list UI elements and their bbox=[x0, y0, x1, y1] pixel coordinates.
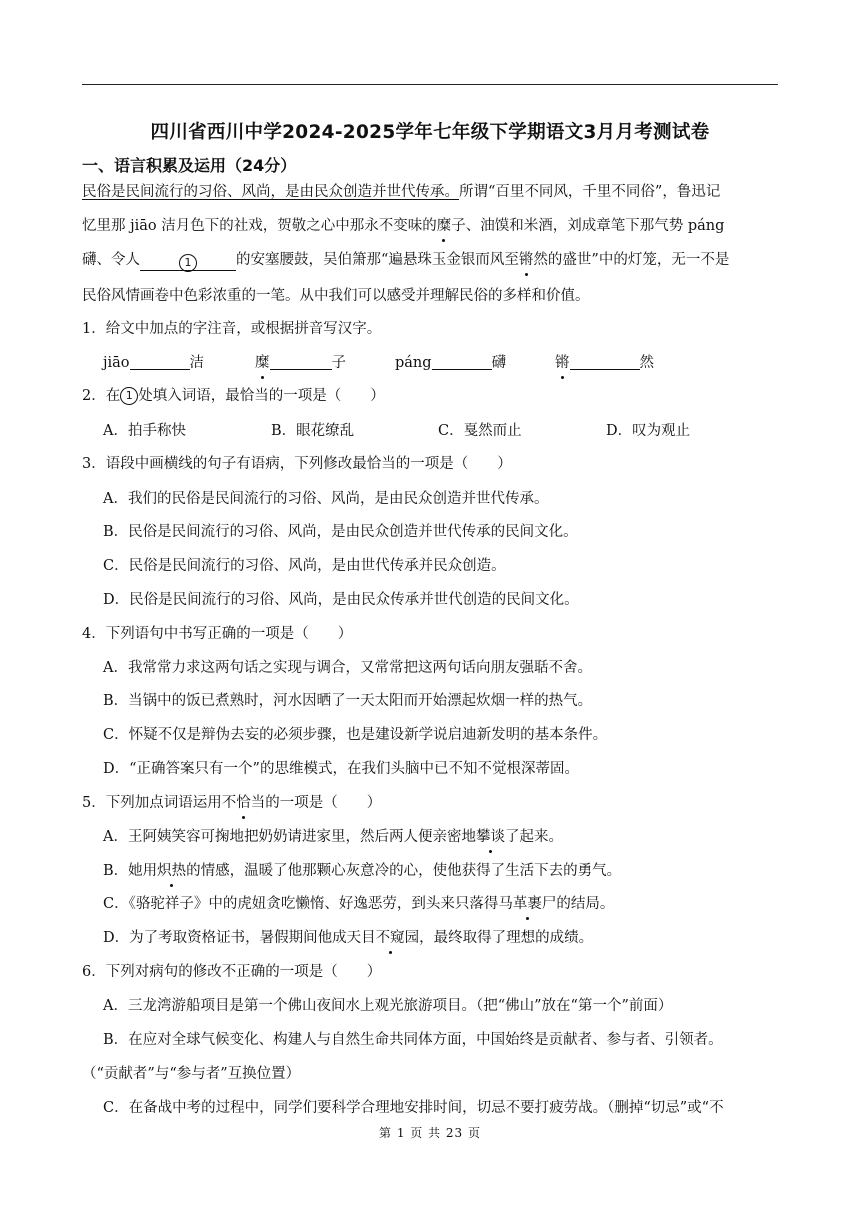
passage-line-4: 民俗风情画卷中色彩浓重的一笔。从中我们可以感受并理解民俗的多样和价值。 bbox=[82, 288, 590, 304]
option-b[interactable]: B．在应对全球气候变化、构建人与自然生命共同体方面，中国始终是贡献者、参与者、引领者。 bbox=[103, 1032, 723, 1048]
option-b[interactable]: B．当锅中的饭已煮熟时，河水因晒了一天太阳而开始漂起炊烟一样的热气。 bbox=[103, 693, 593, 709]
option-c[interactable]: C．《骆驼祥子》中的虎妞贪吃懒惰、好逸恶劳，到头来只落得马革裹尸的结局。 bbox=[103, 893, 803, 915]
header-rule bbox=[82, 84, 778, 85]
question-5-stem: 5．下列加点词语运用不恰当的一项是（ ） bbox=[82, 792, 782, 814]
option-c[interactable]: C．戛然而止 bbox=[438, 423, 522, 439]
option-b-continued: （“贡献者”与“参与者”互换位置） bbox=[82, 1066, 301, 1082]
option-a[interactable]: A．拍手称快 bbox=[103, 423, 186, 439]
question-4-stem: 4．下列语句中书写正确的一项是（ ） bbox=[82, 626, 353, 642]
option-c[interactable]: C．在备战中考的过程中，同学们要科学合理地安排时间，切忌不要打疲劳战。（删掉“切忌”或“不 bbox=[103, 1100, 724, 1116]
q1-item-1: jiāo 洁 bbox=[103, 351, 204, 374]
dotted-phrase: 攀谈 bbox=[476, 826, 505, 848]
dotted-phrase: 炽热 bbox=[157, 860, 186, 882]
section-heading: 一、语言积累及运用（24分） bbox=[82, 156, 297, 175]
option-b[interactable]: B．她用炽热的情感，温暖了他那颗心灰意冷的心，使他获得了生活下去的勇气。 bbox=[103, 860, 803, 882]
question-3-stem: 3．语段中画横线的句子有语病，下列修改最恰当的一项是（ ） bbox=[82, 456, 512, 472]
circled-number: 1 bbox=[120, 387, 138, 405]
circled-number: 1 bbox=[179, 254, 197, 272]
q1-item-4: 锵 然 bbox=[555, 351, 654, 374]
answer-blank[interactable] bbox=[432, 351, 492, 370]
option-d[interactable]: D．叹为观止 bbox=[606, 423, 691, 439]
question-2-stem: 2．在 1 处填入词语，最恰当的一项是（ ） bbox=[82, 388, 385, 404]
question-1-stem: 1．给文中加点的字注音，或根据拼音写汉字。 bbox=[82, 321, 382, 337]
option-a[interactable]: A．我们的民俗是民间流行的习俗、风尚，是由民众创造并世代传承。 bbox=[103, 491, 549, 507]
dotted-phrase: 不恰当 bbox=[222, 792, 266, 814]
page-title: 四川省西川中学2024-2025学年七年级下学期语文3月月考测试卷 bbox=[150, 122, 710, 143]
fill-blank-1[interactable] bbox=[140, 252, 236, 271]
q1-item-2: 糜 子 bbox=[255, 351, 346, 374]
passage-line-2: 忆里那 jiāo 洁月色下的社戏，贺敬之心中那永不变味的糜子、油馍和米酒，刘成章笔下那气势 páng bbox=[82, 215, 782, 237]
dotted-phrase: 马革裹尸 bbox=[498, 893, 556, 915]
option-a[interactable]: A．王阿姨笑容可掬地把奶奶请进家里，然后两人便亲密地攀谈了起来。 bbox=[103, 826, 803, 848]
answer-blank[interactable] bbox=[130, 351, 190, 370]
option-c[interactable]: C．怀疑不仅是辩伪去妄的必须步骤，也是建设新学说启迪新发明的基本条件。 bbox=[103, 727, 608, 743]
answer-blank[interactable] bbox=[270, 351, 332, 370]
option-d[interactable]: D．为了考取资格证书，暑假期间他成天目不窥园，最终取得了理想的成绩。 bbox=[103, 927, 803, 949]
question-6-stem: 6．下列对病句的修改不正确的一项是（ ） bbox=[82, 964, 382, 980]
answer-blank[interactable] bbox=[570, 351, 640, 370]
page-footer: 第 1 页 共 23 页 bbox=[379, 1126, 481, 1140]
option-b[interactable]: B．民俗是民间流行的习俗、风尚，是由民众创造并世代传承的民间文化。 bbox=[103, 524, 578, 540]
option-c[interactable]: C．民俗是民间流行的习俗、风尚，是由世代传承并民众创造。 bbox=[103, 558, 506, 574]
underlined-sentence: 民俗是民间流行的习俗、风尚，是由民众创造并世代传承。 bbox=[82, 184, 459, 200]
option-a[interactable]: A．我常常力求这两句话之实现与调合，又常常把这两句话向朋友强聒不舍。 bbox=[103, 660, 592, 676]
dotted-phrase: 目不窥园 bbox=[361, 927, 419, 949]
dotted-char: 锵 bbox=[519, 249, 534, 271]
option-a[interactable]: A．三龙湾游船项目是第一个佛山夜间水上观光旅游项目。（把“佛山”放在“第一个”前面） bbox=[103, 998, 673, 1014]
option-b[interactable]: B．眼花缭乱 bbox=[271, 423, 355, 439]
passage-line-3: 礴、令人 1 的安塞腰鼓，吴伯箫那“遍悬珠玉金银而风至锵然的盛世”中的灯笼，无一不是 bbox=[82, 249, 782, 271]
q1-item-3: páng 礴 bbox=[395, 351, 506, 374]
dotted-char: 糜 bbox=[437, 215, 452, 237]
passage-line-1: 民俗是民间流行的习俗、风尚，是由民众创造并世代传承。所谓“百里不同风，千里不同俗”，鲁迅记 bbox=[82, 184, 721, 200]
option-d[interactable]: D．民俗是民间流行的习俗、风尚，是由民众传承并世代创造的民间文化。 bbox=[103, 592, 579, 608]
option-d[interactable]: D．“正确答案只有一个”的思维模式，在我们头脑中已不知不觉根深蒂固。 bbox=[103, 761, 579, 777]
